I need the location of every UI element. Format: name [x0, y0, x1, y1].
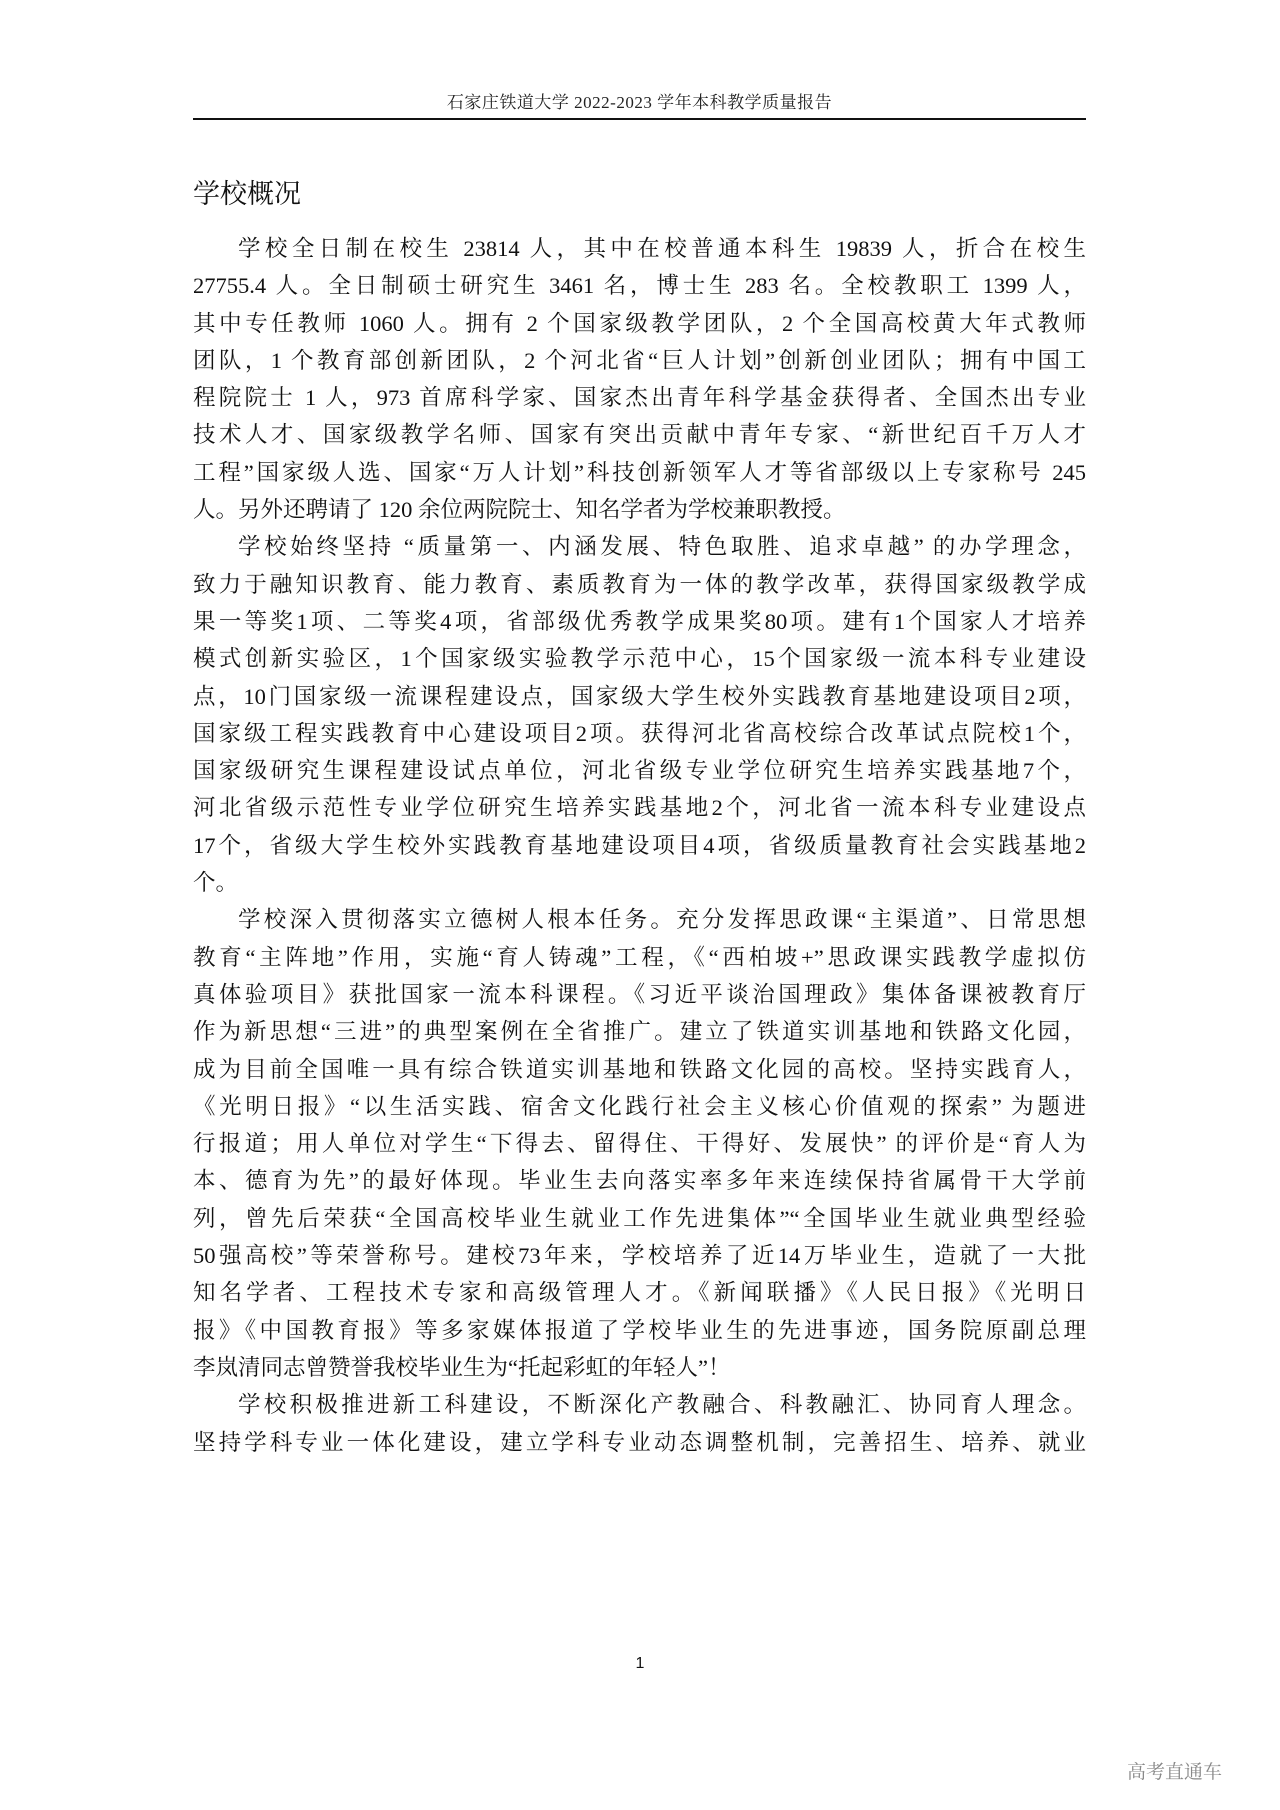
paragraph-line: 程院院士 1 人，973 首席科学家、国家杰出青年科学基金获得者、全国杰出专业: [193, 385, 1086, 411]
header-rule-divider: [193, 118, 1086, 120]
paragraph-line: 真体验项目》获批国家一流本科课程。《习近平谈治国理政》集体备课被教育厅: [193, 981, 1086, 1007]
paragraph-line: 行报道；用人单位对学生“下得去、留得住、干得好、发展快” 的评价是“育人为: [193, 1131, 1086, 1157]
paragraph-line: 学校始终坚持 “质量第一、内涵发展、特色取胜、追求卓越” 的办学理念，: [238, 534, 1086, 560]
paragraph-line: 国家级研究生课程建设试点单位，河北省级专业学位研究生培养实践基地7个，: [193, 758, 1086, 784]
paragraph-line: 学校积极推进新工科建设，不断深化产教融合、科教融汇、协同育人理念。: [238, 1392, 1086, 1418]
paragraph-line: 其中专任教师 1060 人。拥有 2 个国家级教学团队，2 个全国高校黄大年式教师: [193, 310, 1086, 336]
paragraph-line: 列，曾先后荣获“全国高校毕业生就业工作先进集体”“全国毕业生就业典型经验: [193, 1205, 1086, 1231]
paragraph-line: 李岚清同志曾赞誉我校毕业生为“托起彩虹的年轻人”！: [193, 1354, 731, 1380]
paragraph-line: 50强高校”等荣誉称号。建校73年来，学校培养了近14万毕业生，造就了一大批: [193, 1243, 1086, 1269]
paragraph-line: 27755.4 人。全日制硕士研究生 3461 名，博士生 283 名。全校教职工 1399 人，: [193, 273, 1086, 299]
paragraph-line: 国家级工程实践教育中心建设项目2项。获得河北省高校综合改革试点院校1个，: [193, 720, 1086, 746]
paragraph-line: 《光明日报》“以生活实践、宿舍文化践行社会主义核心价值观的探索” 为题进: [193, 1093, 1086, 1119]
paragraph-line: 点，10门国家级一流课程建设点，国家级大学生校外实践教育基地建设项目2项，: [193, 683, 1086, 709]
paragraph-line: 报》《中国教育报》等多家媒体报道了学校毕业生的先进事迹，国务院原副总理: [193, 1317, 1086, 1343]
paragraph-line: 坚持学科专业一体化建设，建立学科专业动态调整机制，完善招生、培养、就业: [193, 1429, 1086, 1455]
page-number: 1: [635, 1655, 645, 1672]
body-text: [193, 230, 1086, 1461]
paragraph-line: 教育“主阵地”作用，实施“育人铸魂”工程，《“西柏坡+”思政课实践教学虚拟仿: [193, 944, 1086, 970]
paragraph-line: 人。另外还聘请了 120 余位两院院士、知名学者为学校兼职教授。: [193, 497, 846, 523]
paragraph-line: 知名学者、工程技术专家和高级管理人才。《新闻联播》《人民日报》《光明日: [193, 1280, 1086, 1306]
paragraph-line: 作为新思想“三进”的典型案例在全省推广。建立了铁道实训基地和铁路文化园，: [193, 1019, 1086, 1045]
paragraph-line: 工程”国家级人选、国家“万人计划”科技创新领军人才等省部级以上专家称号 245: [193, 459, 1086, 485]
running-header: 石家庄铁道大学 2022-2023 学年本科教学质量报告: [446, 93, 833, 112]
paragraph-line: 技术人才、国家级教学名师、国家有突出贡献中青年专家、“新世纪百千万人才: [193, 422, 1086, 448]
paragraph-line: 果一等奖1项、二等奖4项，省部级优秀教学成果奖80项。建有1个国家人才培养: [193, 608, 1086, 634]
watermark-text: 高考直通车: [1126, 1761, 1222, 1783]
paragraph-line: 致力于融知识教育、能力教育、素质教育为一体的教学改革，获得国家级教学成: [193, 571, 1086, 597]
paragraph-line: 成为目前全国唯一具有综合铁道实训基地和铁路文化园的高校。坚持实践育人，: [193, 1056, 1086, 1082]
paragraph-line: 本、德育为先”的最好体现。毕业生去向落实率多年来连续保持省属骨干大学前: [193, 1168, 1086, 1194]
paragraph-line: 17个，省级大学生校外实践教育基地建设项目4项，省级质量教育社会实践基地2: [193, 832, 1086, 858]
paragraph-line: 个。: [193, 870, 239, 896]
paragraph-line: 学校深入贯彻落实立德树人根本任务。充分发挥思政课“主渠道”、日常思想: [238, 907, 1086, 933]
paragraph-line: 团队，1 个教育部创新团队，2 个河北省“巨人计划”创新创业团队；拥有中国工: [193, 347, 1086, 373]
paragraph-line: 学校全日制在校生 23814 人，其中在校普通本科生 19839 人，折合在校生: [238, 236, 1086, 261]
paragraph-line: 河北省级示范性专业学位研究生培养实践基地2个，河北省一流本科专业建设点: [193, 795, 1086, 821]
section-title: 学校概况: [193, 179, 301, 210]
paragraph-line: 模式创新实验区，1个国家级实验教学示范中心，15个国家级一流本科专业建设: [193, 646, 1086, 672]
